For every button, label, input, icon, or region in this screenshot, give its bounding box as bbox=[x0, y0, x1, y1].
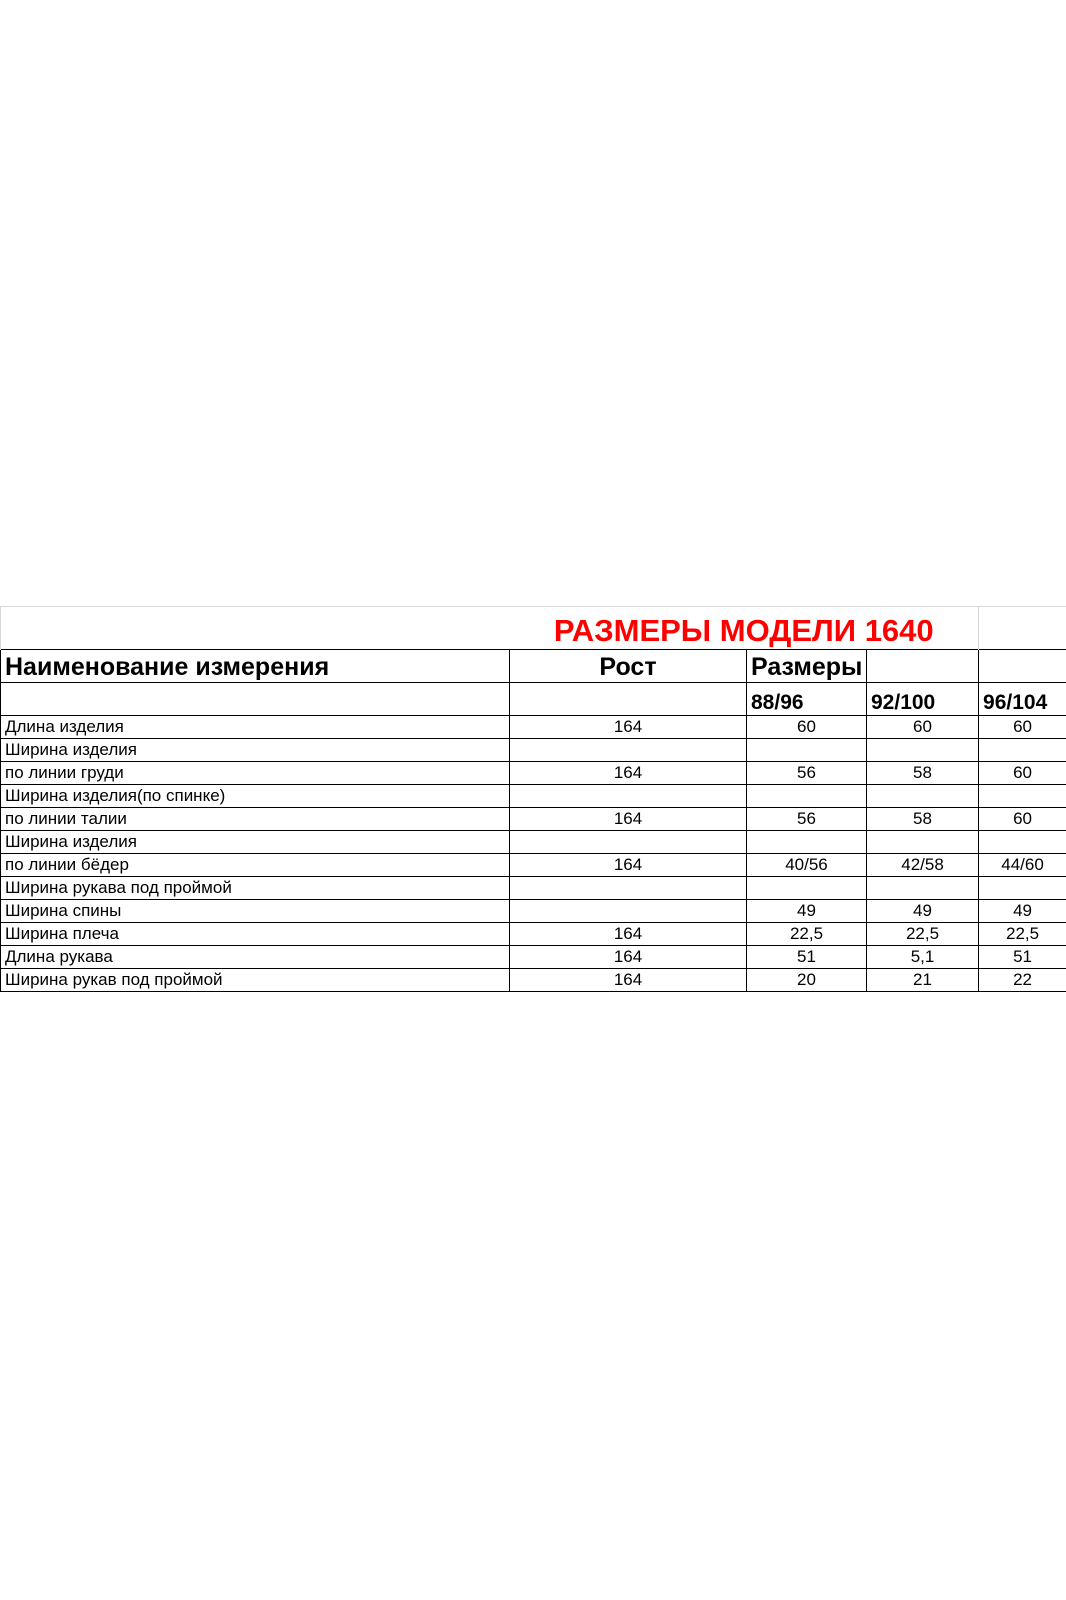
size-value: 60 bbox=[747, 716, 867, 739]
size-value: 22,5 bbox=[979, 923, 1066, 946]
size-value bbox=[979, 877, 1066, 900]
table-row bbox=[1, 739, 1066, 762]
height-value: 164 bbox=[510, 762, 747, 785]
size-value: 58 bbox=[867, 808, 979, 831]
header-sizes: Размеры bbox=[747, 650, 867, 683]
size-header: 92/100 bbox=[867, 683, 979, 716]
size-value bbox=[979, 739, 1066, 762]
height-value: 164 bbox=[510, 716, 747, 739]
size-value: 60 bbox=[979, 762, 1066, 785]
table-row bbox=[1, 946, 1066, 969]
size-value bbox=[747, 739, 867, 762]
size-value: 22,5 bbox=[747, 923, 867, 946]
header-height: Рост bbox=[510, 650, 747, 683]
height-value bbox=[510, 877, 747, 900]
size-value: 21 bbox=[867, 969, 979, 992]
size-value bbox=[867, 877, 979, 900]
size-header: 96/104 bbox=[979, 683, 1066, 716]
measurement-name: по линии бёдер bbox=[1, 854, 510, 877]
size-value: 60 bbox=[867, 716, 979, 739]
size-value: 49 bbox=[867, 900, 979, 923]
table-row bbox=[1, 969, 1066, 992]
height-value bbox=[510, 739, 747, 762]
title-row bbox=[1, 607, 1066, 650]
size-value bbox=[747, 785, 867, 808]
size-chart-sheet bbox=[0, 606, 1066, 992]
size-value: 56 bbox=[747, 762, 867, 785]
height-value: 164 bbox=[510, 923, 747, 946]
table-row bbox=[1, 923, 1066, 946]
size-value bbox=[979, 785, 1066, 808]
size-value: 49 bbox=[747, 900, 867, 923]
size-value: 51 bbox=[979, 946, 1066, 969]
measurement-name: Ширина изделия(по спинке) bbox=[1, 785, 510, 808]
table-row bbox=[1, 877, 1066, 900]
size-value: 20 bbox=[747, 969, 867, 992]
measurement-name: Ширина плеча bbox=[1, 923, 510, 946]
size-value: 60 bbox=[979, 716, 1066, 739]
size-value: 56 bbox=[747, 808, 867, 831]
size-value bbox=[867, 739, 979, 762]
size-value: 22 bbox=[979, 969, 1066, 992]
height-value bbox=[510, 785, 747, 808]
header-name: Наименование измерения bbox=[1, 650, 510, 683]
size-header: 88/96 bbox=[747, 683, 867, 716]
measurement-name: по линии талии bbox=[1, 808, 510, 831]
size-value: 44/60 bbox=[979, 854, 1066, 877]
measurement-name: Ширина изделия bbox=[1, 831, 510, 854]
height-value: 164 bbox=[510, 854, 747, 877]
size-value bbox=[867, 785, 979, 808]
size-value: 5,1 bbox=[867, 946, 979, 969]
table-row bbox=[1, 831, 1066, 854]
table-row bbox=[1, 854, 1066, 877]
measurement-name: Ширина изделия bbox=[1, 739, 510, 762]
measurement-name: Длина рукава bbox=[1, 946, 510, 969]
size-value: 58 bbox=[867, 762, 979, 785]
measurement-name: по линии груди bbox=[1, 762, 510, 785]
table-row bbox=[1, 762, 1066, 785]
header-row bbox=[1, 650, 1066, 683]
size-value: 60 bbox=[979, 808, 1066, 831]
table-row bbox=[1, 900, 1066, 923]
table-row bbox=[1, 808, 1066, 831]
measurement-name: Ширина рукава под проймой bbox=[1, 877, 510, 900]
size-table bbox=[0, 606, 1066, 992]
measurement-name: Ширина рукав под проймой bbox=[1, 969, 510, 992]
measurement-name: Ширина спины bbox=[1, 900, 510, 923]
height-value: 164 bbox=[510, 969, 747, 992]
size-value: 51 bbox=[747, 946, 867, 969]
measurement-name: Длина изделия bbox=[1, 716, 510, 739]
height-value bbox=[510, 831, 747, 854]
height-value: 164 bbox=[510, 808, 747, 831]
sizes-row bbox=[1, 683, 1066, 716]
size-value bbox=[979, 831, 1066, 854]
height-value: 164 bbox=[510, 946, 747, 969]
size-value: 49 bbox=[979, 900, 1066, 923]
height-value bbox=[510, 900, 747, 923]
table-row bbox=[1, 716, 1066, 739]
size-value bbox=[867, 831, 979, 854]
size-value: 42/58 bbox=[867, 854, 979, 877]
table-row bbox=[1, 785, 1066, 808]
size-value: 40/56 bbox=[747, 854, 867, 877]
size-value bbox=[747, 831, 867, 854]
page-title: РАЗМЕРЫ МОДЕЛИ 1640 bbox=[510, 607, 979, 650]
size-value: 22,5 bbox=[867, 923, 979, 946]
size-value bbox=[747, 877, 867, 900]
